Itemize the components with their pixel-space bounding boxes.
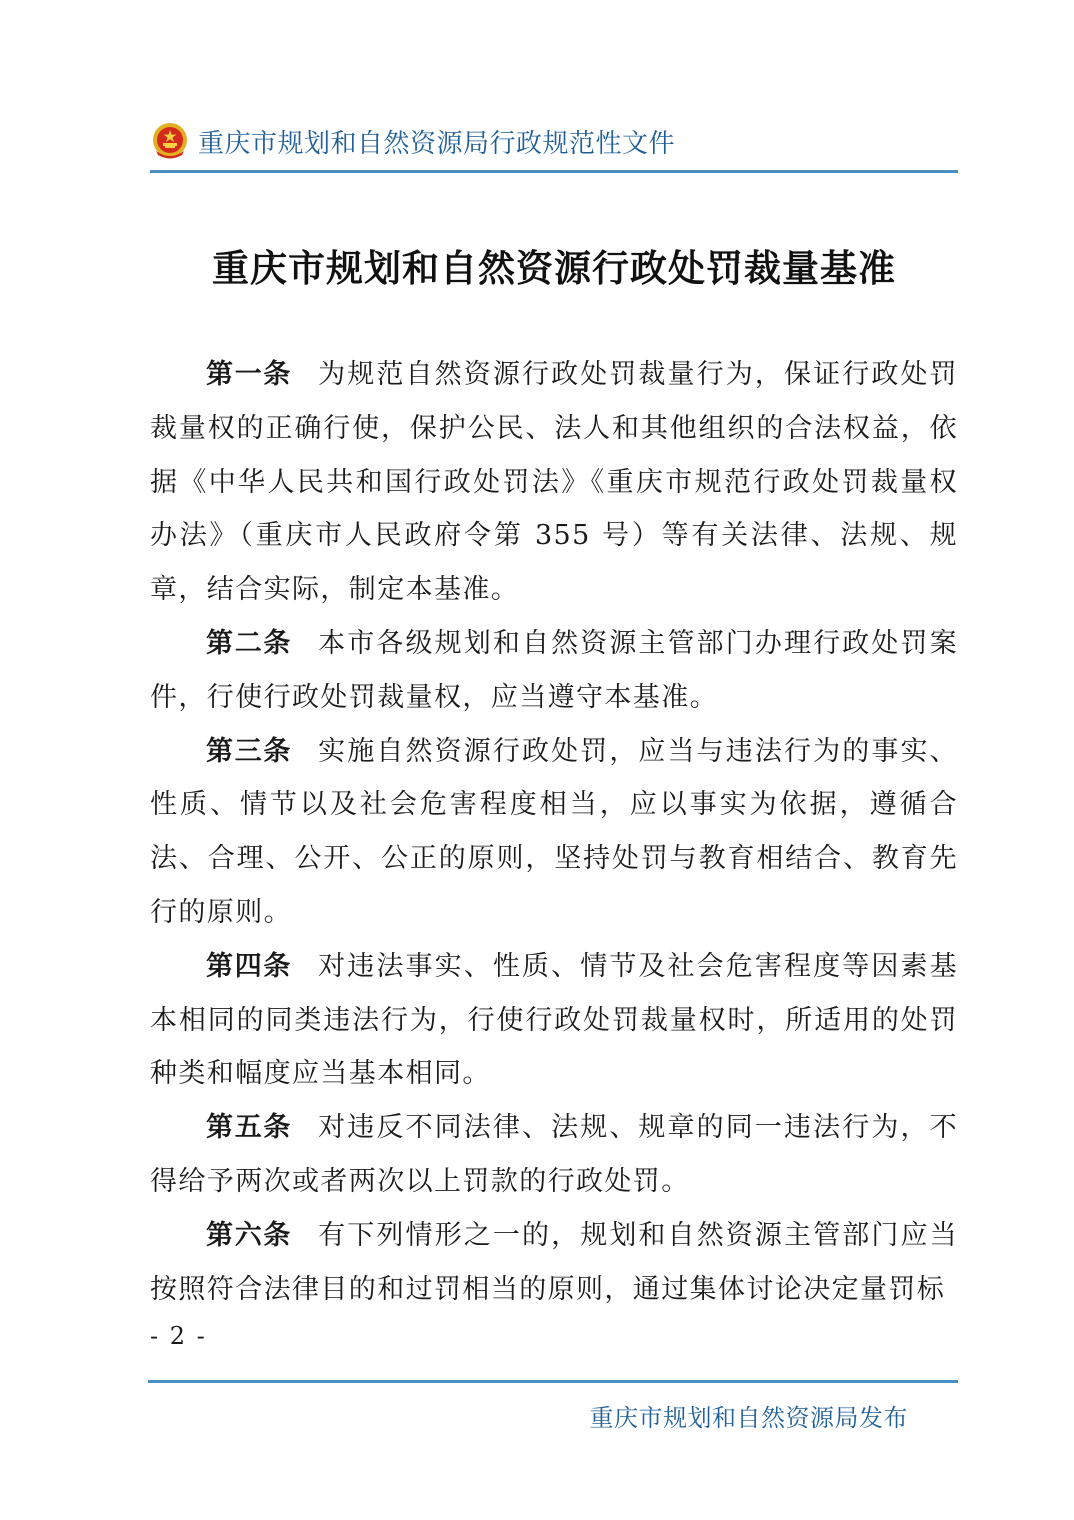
article-text: 有下列情形之一的，规划和自然资源主管部门应当按照符合法律目的和过罚相当的原则，通过集体讨论决定量罚标 <box>150 1219 958 1305</box>
document-title: 重庆市规划和自然资源行政处罚裁量基准 <box>212 247 896 290</box>
document-body <box>150 348 958 1316</box>
document-header <box>150 118 958 173</box>
article-6 <box>150 1209 958 1317</box>
article-text: 对违反不同法律、法规、规章的同一违法行为，不得给予两次或者两次以上罚款的行政处罚。 <box>150 1112 958 1197</box>
national-emblem-icon <box>150 121 190 161</box>
article-label: 第一条 <box>206 359 293 390</box>
footer-divider <box>148 1380 958 1383</box>
footer-publisher: 重庆市规划和自然资源局发布 <box>589 1404 908 1432</box>
article-label: 第三条 <box>206 735 293 767</box>
article-5 <box>150 1101 958 1209</box>
page-number: - 2 - <box>150 1322 207 1350</box>
article-label: 第二条 <box>206 627 293 659</box>
article-text: 本市各级规划和自然资源主管部门办理行政处罚案件，行使行政处罚裁量权，应当遵守本基准。 <box>150 627 958 713</box>
article-label: 第六条 <box>206 1219 293 1251</box>
article-text: 对违法事实、性质、情节及社会危害程度等因素基本相同的同类违法行为，行使行政处罚裁量权时，所适用的处罚种类和幅度应当基本相同。 <box>150 950 958 1090</box>
article-3 <box>150 725 958 940</box>
article-text: 实施自然资源行政处罚，应当与违法行为的事实、性质、情节以及社会危害程度相当，应以事实为依据，遵循合法、合理、公开、公正的原则，坚持处罚与教育相结合、教育先行的原则。 <box>150 735 958 928</box>
article-label: 第四条 <box>206 950 293 982</box>
article-text: 为规范自然资源行政处罚裁量行为，保证行政处罚裁量权的正确行使，保护公民、法人和其他组织的合法权益，依据《中华人民共和国行政处罚法》《重庆市规范行政处罚裁量权办法》（重庆市人民政府令第 355 号）等有关法律、法规、规章，结合实际，制定本基准。 <box>150 359 958 606</box>
article-4 <box>150 940 958 1101</box>
article-2 <box>150 617 958 725</box>
article-label: 第五条 <box>206 1112 293 1144</box>
article-1 <box>150 348 958 617</box>
header-title: 重庆市规划和自然资源局行政规范性文件 <box>198 128 676 159</box>
